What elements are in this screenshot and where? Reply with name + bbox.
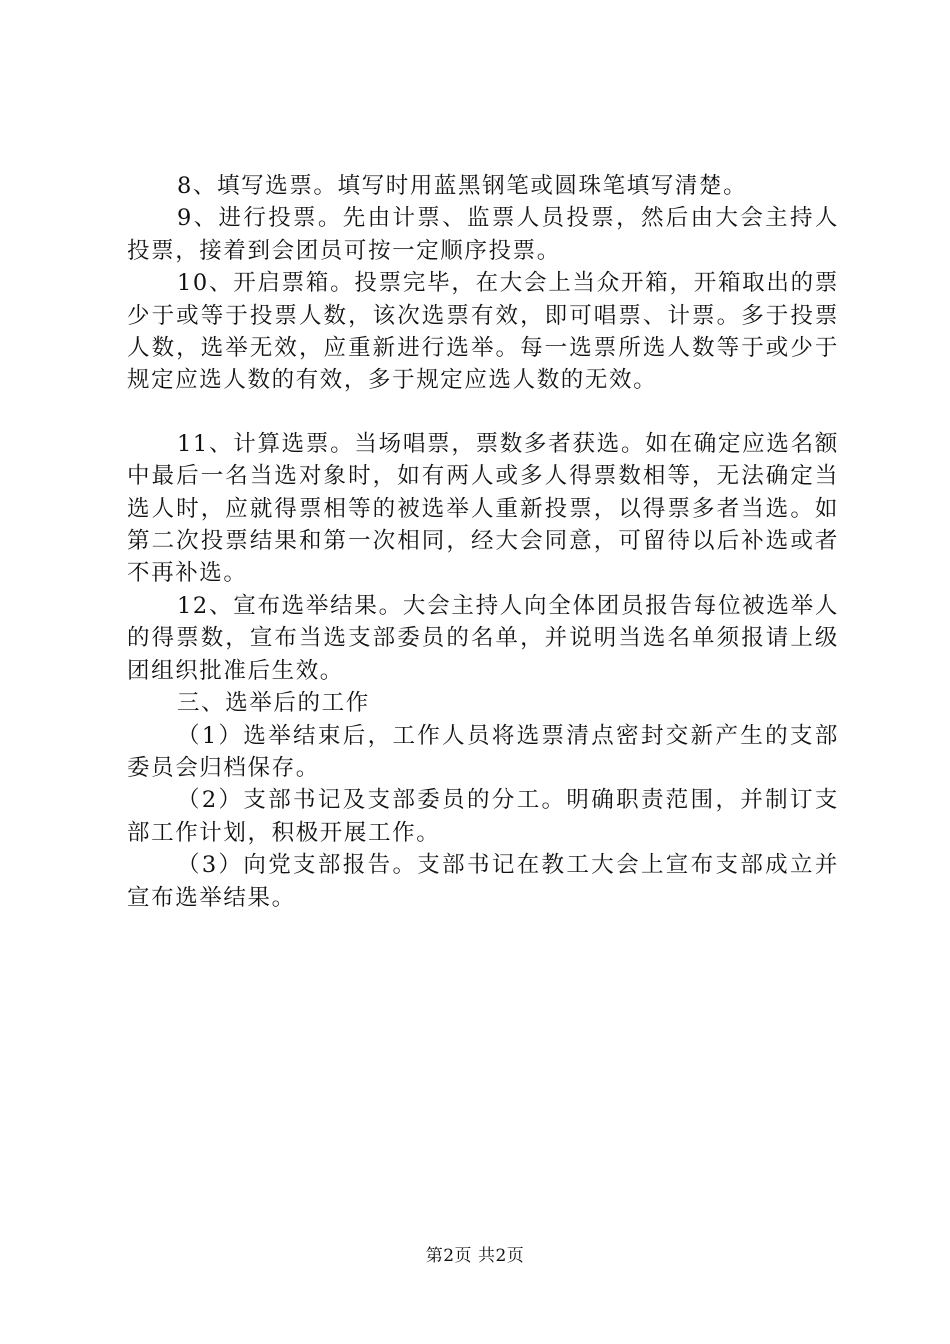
paragraph-item-12: 12、宣布选举结果。大会主持人向全体团员报告每位被选举人的得票数，宣布当选支部委员的名单，并说明当选名单须报请上级团组织批准后生效。 bbox=[127, 592, 839, 684]
paragraph-item-9: 9、进行投票。先由计票、监票人员投票，然后由大会主持人投票，接着到会团员可按一定顺序投票。 bbox=[127, 205, 839, 264]
page-number-footer: 第2页 共2页 bbox=[425, 1246, 525, 1266]
paragraph-item-11: 11、计算选票。当场唱票，票数多者获选。如在确定应选名额中最后一名当选对象时，如有两人或多人得票数相等，无法确定当选人时，应就得票相等的被选举人重新投票，以得票多者当选。如第二次投票结果和第一次相同，经大会同意，可留待以后补选或者不再补选。 bbox=[127, 430, 839, 587]
section-heading: 三、选举后的工作 bbox=[177, 690, 370, 717]
paragraph-item-10: 10、开启票箱。投票完毕，在大会上当众开箱，开箱取出的票少于或等于投票人数，该次选票有效，即可唱票、计票。多于投票人数，选举无效，应重新进行选举。每一选票所选人数等于或少于规定应选人数的有效，多于规定应选人数的无效。 bbox=[127, 270, 839, 394]
paragraph-sub-2: （2）支部书记及支部委员的分工。明确职责范围，并制订支部工作计划，积极开展工作。 bbox=[127, 787, 839, 846]
paragraph-sub-1: （1）选举结束后，工作人员将选票清点密封交新产生的支部委员会归档保存。 bbox=[127, 722, 839, 781]
paragraph-sub-3: （3）向党支部报告。支部书记在教工大会上宣布支部成立并宣布选举结果。 bbox=[127, 852, 839, 911]
document-body bbox=[127, 170, 839, 914]
paragraph-item-8: 8、填写选票。填写时用蓝黑钢笔或圆珠笔填写清楚。 bbox=[177, 173, 748, 199]
